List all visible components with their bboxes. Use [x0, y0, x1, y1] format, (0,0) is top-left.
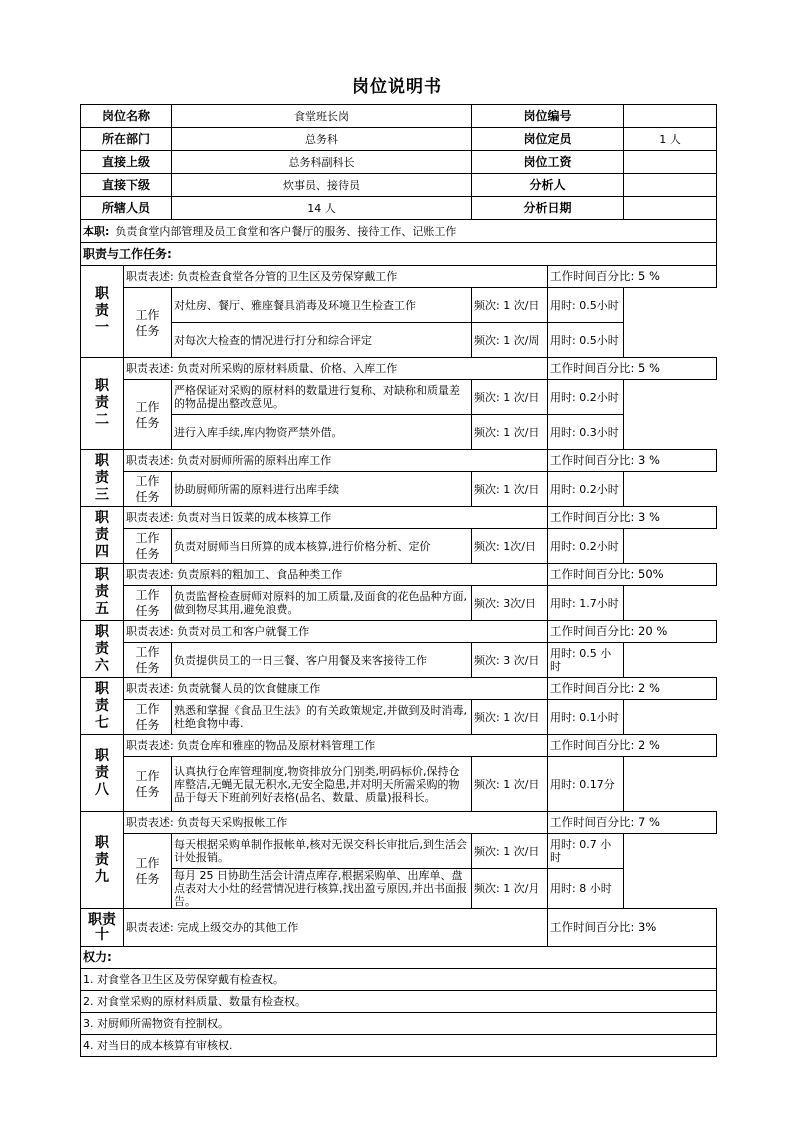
- field-value: 总务科副科长: [172, 151, 472, 174]
- main-duty-text: 负责食堂内部管理及员工食堂和客户餐厅的服务、接待工作、记账工作: [115, 224, 457, 238]
- field-value: [624, 105, 717, 128]
- authority-row: [81, 991, 717, 1013]
- authority-item: 4. 对当日的成本核算有审核权.: [81, 1035, 717, 1057]
- task-frequency: 频次: 1 次/周: [472, 323, 548, 358]
- duty-description: 职责表述: 完成上级交办的其他工作: [124, 909, 548, 947]
- authority-row: [81, 1013, 717, 1035]
- header-row: [81, 151, 717, 174]
- task-text: 协助厨师所需的原料进行出库手续: [172, 472, 472, 507]
- time-percentage: 工作时间百分比: 5 %: [548, 266, 717, 288]
- task-row: [81, 834, 717, 869]
- duty-description: 职责表述: 负责对当日饭菜的成本核算工作: [124, 507, 548, 529]
- task-duration: 用时: 0.5小时: [548, 323, 624, 358]
- task-frequency: 频次: 1 次/日: [472, 288, 548, 323]
- task-row: [81, 700, 717, 735]
- field-value: 食堂班长岗: [172, 105, 472, 128]
- task-text: 负责提供员工的一日三餐、客户用餐及来客接待工作: [172, 643, 472, 678]
- duty-description: 职责表述: 负责仓库和雅座的物品及原材料管理工作: [124, 735, 548, 757]
- duty-row: [81, 678, 717, 700]
- duties-title-row: [81, 243, 717, 266]
- field-value: 1 人: [624, 128, 717, 151]
- task-label: 工作任务: [124, 757, 172, 812]
- authority-item: 1. 对食堂各卫生区及劳保穿戴有检查权。: [81, 969, 717, 991]
- time-percentage: 工作时间百分比: 2 %: [548, 678, 717, 700]
- task-text: 负责监督检查厨师对原料的加工质量,及面食的花色品种方面,做到物尽其用,避免浪费。: [172, 586, 472, 621]
- field-label: 分析日期: [472, 197, 624, 220]
- task-row: [81, 643, 717, 678]
- field-label: 直接下级: [81, 174, 172, 197]
- duty-row: [81, 507, 717, 529]
- duty-row: [81, 358, 717, 380]
- duty-description: 职责表述: 负责原料的粗加工、食品种类工作: [124, 564, 548, 586]
- task-duration: 用时: 0.1小时: [548, 700, 624, 735]
- task-duration: 用时: 0.2小时: [548, 380, 624, 415]
- task-text: 严格保证对采购的原材料的数量进行复称、对缺称和质量差的物品提出整改意见。: [172, 380, 472, 415]
- task-text: 对每次大检查的情况进行打分和综合评定: [172, 323, 472, 358]
- field-label: 岗位编号: [472, 105, 624, 128]
- field-label: 所在部门: [81, 128, 172, 151]
- task-row: [81, 415, 717, 450]
- main-duty-label: 本职:: [83, 224, 110, 238]
- task-duration: 用时: 0.5 小时: [548, 643, 624, 678]
- field-value: [624, 174, 717, 197]
- duty-number: 职责六: [81, 621, 124, 678]
- duty-row: [81, 621, 717, 643]
- task-duration: 用时: 0.2小时: [548, 529, 624, 564]
- field-label: 直接上级: [81, 151, 172, 174]
- field-value: 14 人: [172, 197, 472, 220]
- task-text: 熟悉和掌握《食品卫生法》的有关政策规定,并做到及时消毒,杜绝食物中毒.: [172, 700, 472, 735]
- field-label: 岗位工资: [472, 151, 624, 174]
- task-frequency: 频次: 1 次/日: [472, 757, 548, 812]
- task-text: 认真执行仓库管理制度,物资排放分门别类,明码标价,保持仓库整洁,无蝇无鼠无积水,无安全隐患,并对明天所需采购的物品于每天下班前列好表格(品名、数量、质量)报科长。: [172, 757, 472, 812]
- task-label: 工作任务: [124, 700, 172, 735]
- task-label: 工作任务: [124, 288, 172, 358]
- task-text: 每月 25 日协助生活会计清点库存,根据采购单、出库单、盘点表对大小灶的经营情况进行核算,找出盈亏原因,并出书面报告。: [172, 869, 472, 909]
- task-frequency: 频次: 1 次/日: [472, 472, 548, 507]
- authority-row: [81, 1035, 717, 1057]
- task-row: [81, 323, 717, 358]
- task-frequency: 频次: 1 次/月: [472, 869, 548, 909]
- task-row: [81, 757, 717, 812]
- task-row: [81, 586, 717, 621]
- duty-number: 职责一: [81, 266, 124, 358]
- task-frequency: 频次: 1 次/日: [472, 700, 548, 735]
- task-label: 工作任务: [124, 643, 172, 678]
- duty-number: 职责五: [81, 564, 124, 621]
- task-text: 对灶房、餐厅、雅座餐具消毒及环境卫生检查工作: [172, 288, 472, 323]
- main-duty-row: [81, 220, 717, 243]
- task-frequency: 频次: 1 次/日: [472, 415, 548, 450]
- header-row: [81, 174, 717, 197]
- duty-description: 职责表述: 负责对员工和客户就餐工作: [124, 621, 548, 643]
- duty-row: [81, 735, 717, 757]
- task-text: 负责对厨师当日所算的成本核算,进行价格分析、定价: [172, 529, 472, 564]
- task-label: 工作任务: [124, 834, 172, 909]
- time-percentage: 工作时间百分比: 20 %: [548, 621, 717, 643]
- time-percentage: 工作时间百分比: 5 %: [548, 358, 717, 380]
- time-percentage: 工作时间百分比: 3%: [548, 909, 717, 947]
- duty-row: [81, 450, 717, 472]
- duty-number: 职责七: [81, 678, 124, 735]
- field-label: 所辖人员: [81, 197, 172, 220]
- duty-number: 职责四: [81, 507, 124, 564]
- task-frequency: 频次: 1 次/日: [472, 380, 548, 415]
- authority-section-title: 权力:: [81, 947, 717, 969]
- task-label: 工作任务: [124, 472, 172, 507]
- task-row: [81, 380, 717, 415]
- duty-number: 职责二: [81, 358, 124, 450]
- task-duration: 用时: 8 小时: [548, 869, 624, 909]
- field-label: 岗位定员: [472, 128, 624, 151]
- duty-row: [81, 909, 717, 947]
- task-duration: 用时: 0.3小时: [548, 415, 624, 450]
- task-label: 工作任务: [124, 586, 172, 621]
- duty-description: 职责表述: 负责就餐人员的饮食健康工作: [124, 678, 548, 700]
- authority-item: 2. 对食堂采购的原材料质量、数量有检查权。: [81, 991, 717, 1013]
- duty-number: 职责三: [81, 450, 124, 507]
- duty-description: 职责表述: 负责对厨师所需的原料出库工作: [124, 450, 548, 472]
- duty-row: [81, 812, 717, 834]
- task-duration: 用时: 0.2小时: [548, 472, 624, 507]
- field-value: 炊事员、接待员: [172, 174, 472, 197]
- header-row: [81, 128, 717, 151]
- field-value: 总务科: [172, 128, 472, 151]
- task-duration: 用时: 0.17分: [548, 757, 624, 812]
- duty-description: 职责表述: 负责每天采购报帐工作: [124, 812, 548, 834]
- duty-description: 职责表述: 负责检查食堂各分管的卫生区及劳保穿戴工作: [124, 266, 548, 288]
- task-duration: 用时: 0.5小时: [548, 288, 624, 323]
- task-frequency: 频次: 3次/日: [472, 586, 548, 621]
- duty-number: 职责十: [81, 909, 124, 947]
- duty-row: [81, 266, 717, 288]
- authority-row: [81, 969, 717, 991]
- field-label: 岗位名称: [81, 105, 172, 128]
- task-row: [81, 288, 717, 323]
- page-title: 岗位说明书: [352, 77, 442, 97]
- authority-title-row: [81, 947, 717, 969]
- time-percentage: 工作时间百分比: 7 %: [548, 812, 717, 834]
- authority-item: 3. 对厨师所需物资有控制权。: [81, 1013, 717, 1035]
- task-row: [81, 472, 717, 507]
- duty-description: 职责表述: 负责对所采购的原材料质量、价格、入库工作: [124, 358, 548, 380]
- task-text: 进行入库手续,库内物资严禁外借。: [172, 415, 472, 450]
- duty-number: 职责九: [81, 812, 124, 909]
- time-percentage: 工作时间百分比: 2 %: [548, 735, 717, 757]
- field-label: 分析人: [472, 174, 624, 197]
- duty-number: 职责八: [81, 735, 124, 812]
- time-percentage: 工作时间百分比: 3 %: [548, 450, 717, 472]
- task-frequency: 频次: 1 次/日: [472, 834, 548, 869]
- field-value: [624, 197, 717, 220]
- task-duration: 用时: 0.7 小时: [548, 834, 624, 869]
- time-percentage: 工作时间百分比: 3 %: [548, 507, 717, 529]
- task-frequency: 频次: 3 次/日: [472, 643, 548, 678]
- task-label: 工作任务: [124, 380, 172, 450]
- header-row: [81, 105, 717, 128]
- task-text: 每天根据采购单制作报帐单,核对无误交科长审批后,到生活会计处报销。: [172, 834, 472, 869]
- task-label: 工作任务: [124, 529, 172, 564]
- main-duty: [81, 220, 717, 243]
- task-frequency: 频次: 1次/日: [472, 529, 548, 564]
- duty-row: [81, 564, 717, 586]
- field-value: [624, 151, 717, 174]
- task-row: [81, 869, 717, 909]
- task-duration: 用时: 1.7小时: [548, 586, 624, 621]
- duties-section-title: 职责与工作任务:: [81, 243, 717, 266]
- time-percentage: 工作时间百分比: 50%: [548, 564, 717, 586]
- job-description-table: [80, 104, 717, 1057]
- task-row: [81, 529, 717, 564]
- header-row: [81, 197, 717, 220]
